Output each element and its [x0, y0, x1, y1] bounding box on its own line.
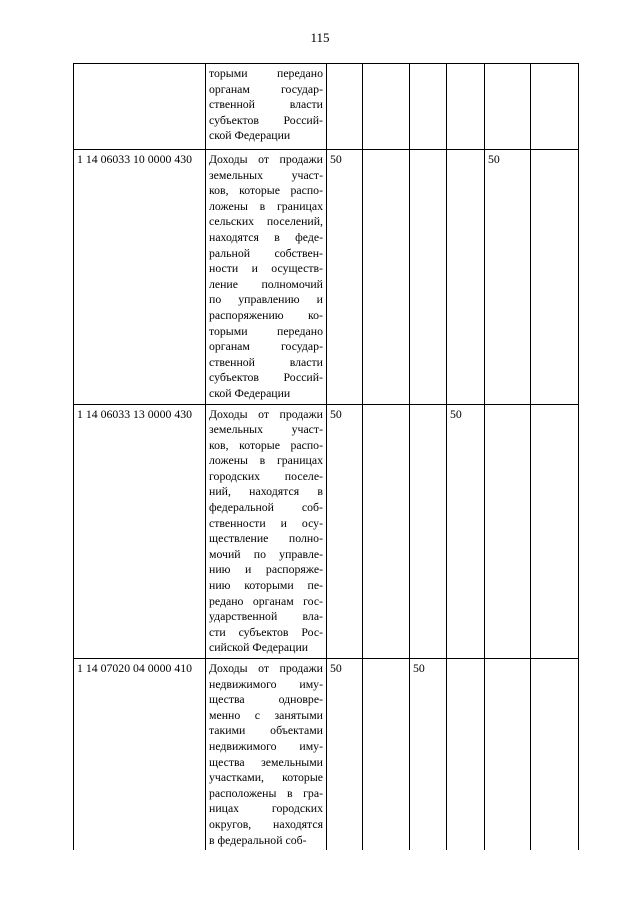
- description-line: ков, которые распо-: [209, 437, 323, 452]
- description-line: сти субъектов Рос-: [209, 624, 323, 639]
- description-line: менно с занятыми: [209, 707, 323, 722]
- value-cell: 50: [327, 150, 363, 405]
- description-line: ложены в границах: [209, 198, 323, 213]
- value-cell: [531, 659, 579, 851]
- value-cell: 50: [327, 659, 363, 851]
- value-cell: [447, 659, 485, 851]
- description-line: сийской Федерации: [209, 640, 309, 655]
- value-cell: [363, 64, 410, 150]
- value-cell: 50: [447, 404, 485, 659]
- description-line: торыми передано: [209, 323, 323, 338]
- table-row: [74, 64, 579, 150]
- value-cell: [485, 659, 531, 851]
- value-cell: [531, 64, 579, 150]
- description-line: органам государ-: [209, 81, 323, 96]
- value-cell: [485, 64, 531, 150]
- description-line: распоряжению ко-: [209, 307, 323, 322]
- table-row: [74, 150, 579, 405]
- description-line: субъектов Россий-: [209, 370, 323, 385]
- value-cell: [363, 150, 410, 405]
- value-cell: [410, 150, 447, 405]
- value-cell: [410, 64, 447, 150]
- description-line: торыми передано: [209, 66, 323, 80]
- description-line: щества одновре-: [209, 692, 323, 707]
- value-cell: [363, 659, 410, 851]
- description-line: ности и осуществ-: [209, 261, 323, 276]
- description-line: ской Федерации: [209, 385, 291, 400]
- budget-code-cell: 1 14 06033 13 0000 430: [74, 404, 206, 659]
- description-line: Доходы от продажи: [209, 406, 323, 421]
- budget-code-cell: 1 14 06033 10 0000 430: [74, 150, 206, 405]
- description-line: ложены в границах: [209, 453, 323, 468]
- description-line: по управлению и: [209, 292, 323, 307]
- description-line: ральной собствен-: [209, 245, 323, 260]
- value-cell: [410, 404, 447, 659]
- description-line: земельных участ-: [209, 422, 323, 437]
- description-line: Доходы от продажи: [209, 661, 323, 675]
- description-cell: [206, 404, 327, 659]
- description-cell: [206, 64, 327, 150]
- value-cell: [531, 404, 579, 659]
- description-line: сельских поселений,: [209, 214, 323, 229]
- description-line: ской Федерации: [209, 128, 291, 143]
- budget-table: [73, 63, 579, 850]
- description-line: мочий по управле-: [209, 546, 323, 561]
- description-line: городских поселе-: [209, 468, 323, 483]
- table-row: [74, 659, 579, 851]
- value-cell: 50: [327, 404, 363, 659]
- page-number: 115: [310, 30, 330, 45]
- description-line: находятся в феде-: [209, 229, 323, 244]
- description-line: ственности и осу-: [209, 515, 323, 530]
- description-line: щества земельными: [209, 754, 323, 769]
- description-line: нию и распоряже-: [209, 562, 323, 577]
- value-cell: [531, 150, 579, 405]
- description-line: округов, находятся: [209, 816, 323, 831]
- budget-code-cell: 1 14 07020 04 0000 410: [74, 659, 206, 851]
- description-line: ударственной вла-: [209, 609, 323, 624]
- description-line: недвижимого иму-: [209, 676, 323, 691]
- value-cell: [447, 150, 485, 405]
- value-cell: 50: [410, 659, 447, 851]
- description-line: расположены в гра-: [209, 785, 323, 800]
- table-body: [74, 64, 579, 851]
- description-line: в федеральной соб-: [209, 832, 307, 847]
- value-cell: [447, 64, 485, 150]
- description-line: органам государ-: [209, 339, 323, 354]
- description-line: такими объектами: [209, 723, 323, 738]
- value-cell: [485, 404, 531, 659]
- description-line: субъектов Россий-: [209, 112, 323, 127]
- description-line: ственной власти: [209, 97, 323, 112]
- description-line: Доходы от продажи: [209, 152, 323, 166]
- description-line: редано органам гос-: [209, 593, 323, 608]
- description-line: недвижимого иму-: [209, 738, 323, 753]
- budget-code-cell: [74, 64, 206, 150]
- description-line: ницах городских: [209, 801, 323, 816]
- description-line: ков, которые распо-: [209, 183, 323, 198]
- value-cell: [363, 404, 410, 659]
- description-line: участками, которые: [209, 770, 323, 785]
- table-row: [74, 404, 579, 659]
- description-line: ществление полно-: [209, 531, 323, 546]
- description-line: ственной власти: [209, 354, 323, 369]
- description-line: ление полномочий: [209, 276, 323, 291]
- value-cell: 50: [485, 150, 531, 405]
- description-line: ний, находятся в: [209, 484, 323, 499]
- description-line: федеральной соб-: [209, 500, 323, 515]
- description-cell: [206, 150, 327, 405]
- description-line: земельных участ-: [209, 167, 323, 182]
- description-cell: [206, 659, 327, 851]
- value-cell: [327, 64, 363, 150]
- description-line: нию которыми пе-: [209, 578, 323, 593]
